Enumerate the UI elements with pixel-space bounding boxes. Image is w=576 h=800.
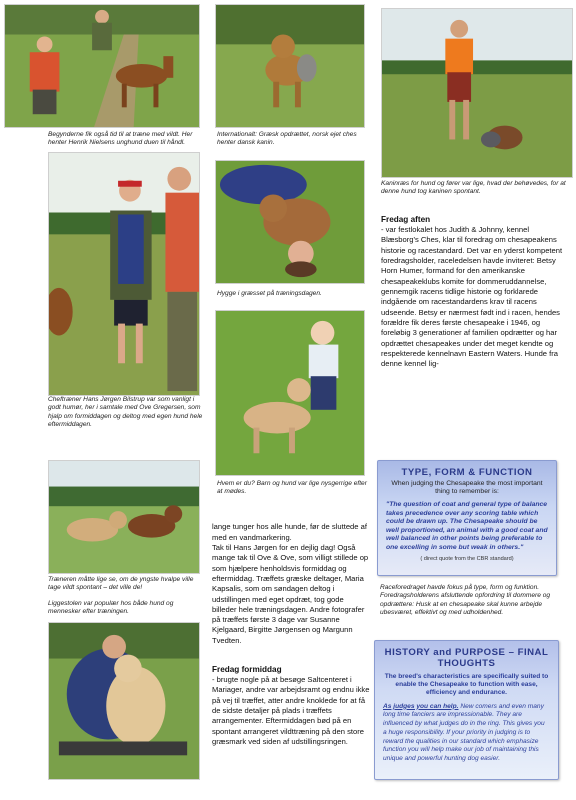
caption-boxes: Raceforedraget havde fokus på type, form og funktion. Foredragsholderens afsluttende opfordring til dommere og opdrættere: Husk at en chesapeake skal kunne arbejde ubesværet, effektivt og med udholdenhed. (380, 584, 551, 617)
callout1-quote: "The question of coat and general type of balance takes precedence over any scoring table which could be drawn up. The Chesapeake should be well proportioned, an animal with a good coat and well balanced in other points being preferable to one excelling in some but weak in others." (386, 500, 548, 551)
callout1-intro: When judging the Chesapeake the most important thing to remember is: (391, 480, 543, 496)
callout2-title-line2: THOUGHTS (437, 658, 496, 669)
callout-history-purpose (374, 640, 559, 780)
caption-photo6: Hvem er du? Barn og hund var lige nysgerrige efter at mødes. (217, 480, 367, 496)
article-section-aften (381, 214, 566, 370)
article-section-formiddag (212, 664, 370, 747)
photo-trainer-and-helper (48, 152, 200, 396)
callout2-lead: The breed's characteristics are specifically suited to enable the Chesapeake to function with ease, efficiency and endurance. (384, 673, 549, 697)
caption-photo3: Kaninræs for hund og fører var lige, hvad der behøvedes, for at denne hund tog kaninen spontant. (381, 180, 566, 196)
callout-type-form-function (377, 460, 557, 576)
caption-photo4: Cheftræner Hans Jørgen Bilstrup var som vanligt i godt humør, her i samtale med Ove Gregersen, som hjalp om formiddagen og deltog med egen hund hele eftermiddagen. (48, 396, 203, 429)
photo-dog-with-rabbit (215, 4, 365, 128)
photo-two-dogs-with-prey (48, 460, 200, 574)
callout2-title-line1: HISTORY and PURPOSE – FINAL (384, 647, 549, 658)
caption-photo5: Hygge i græsset på træningsdagen. (217, 290, 322, 297)
callout1-title: TYPE, FORM & FUNCTION (401, 467, 533, 478)
callout2-body-rest: New comers and even many long time fanciers are impressionable. They are influenced by what judges do in the ring. This gives you a huge responsibility. If your priority in judging is to reward the qualities in our standard which emphasize function you will help make our job of maintaining this unique and powerful hunting dog easier. (383, 702, 545, 762)
photo-woman-running-with-dog (381, 8, 573, 178)
photo-child-and-puppy (215, 310, 365, 476)
photo-man-with-dog-training (4, 4, 200, 128)
heading-fredag-aften: Fredag aften (381, 215, 431, 224)
caption-photo1: Begynderne fik også tid til at træne med vildt. Her henter Henrik Nielsens unghund duen til håndl. (48, 131, 193, 147)
article-middle-column (212, 512, 370, 656)
heading-fredag-formiddag: Fredag formiddag (212, 665, 282, 674)
photo-child-hugging-dog (215, 160, 365, 284)
caption-photo8: Liggestolen var populær hos både hund og mennesker efter træningen. (48, 600, 174, 616)
callout2-body-underlined: As judges you can help. (383, 702, 459, 710)
callout2-body (383, 703, 550, 764)
article-middle-text: lange tunger hos alle hunde, før de sluttede af med en vandmarkering. Tak til Hans Jørgen for en dejlig dag! Også mange tak til Ove & Ove, som villigt stillede op som hjælpere henholdsvis formiddag og eftermiddag. Træffets græske deltager, Maria Kapsalis, som om søndagen deltog i udstillingen med eget opdræt, tog gode billeder hele træningsdagen. Andre fotografer på træffets første 3 dage var Susanne Kjelgaard, Birgitte Jørgensen og Margunn Tvedten. (212, 522, 369, 645)
callout1-source: ( direct quote from the CBR standard) (420, 556, 514, 563)
formiddag-text: - brugte nogle på at besøge Saltcenteret i Mariager, andre var arbejdsramt og endnu ikke på vej til træffet, atter andre knoklede for at få de sidste detaljer på plads i træffets arrangementer. Eftermiddagen bød på en spontant arrangeret vildttræning på den store græsmark ved siden af udstillingsringen. (212, 675, 370, 747)
photo-person-in-lounge-chair-with-dog (48, 622, 200, 780)
aften-text: - var festlokalet hos Judith & Johnny, kennel Blæsborg's Ches, klar til foredrag om chesapeakens historie og racestandard. Det var en yderst kompetent foredragsholder, raceledelsen havde inviteret: Betsy Horn Humer, formand for den amerikanske chesapeakeklubs komite for dommeruddannelse, gennemgik racens tidlige historie og forklarede indgående om racestandardens krav til racens udseende. Betsy er nærmest født ind i racen, hendes forældre fik deres første chesapeake i 1946, og foreløbig 3 generationer af familien opdrætter og har opdrættet chesapeakes under det meget kendte og respekterede kennelnavn Eastern Waters. Hunde fra denne kennel lig- (381, 225, 563, 369)
caption-photo7: Træneren måtte lige se, om de yngste hvalpe ville tage vildt spontant – det ville de! (48, 576, 194, 592)
caption-photo2: Internationalt: Græsk opdrættet, norsk ejet ches henter dansk kanin. (217, 131, 357, 147)
